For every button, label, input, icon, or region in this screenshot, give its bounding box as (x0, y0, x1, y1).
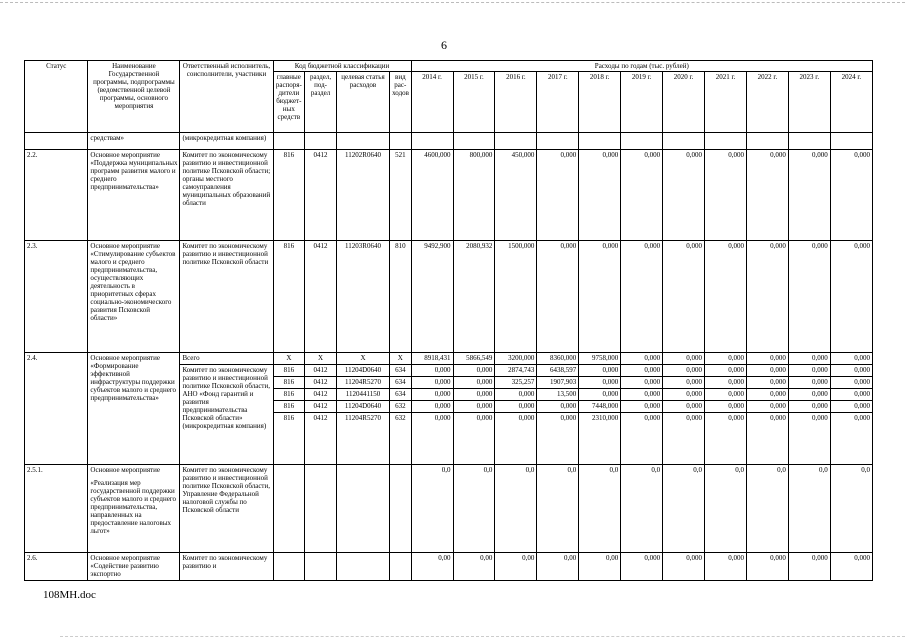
scan-bottom-edge (60, 636, 905, 637)
executor-text: Комитет по экономическому развитию и инвестиционной политике Псковской области, АНО «Фонд гарантий и развития предпринимательства Псковской области» (микрокредитная компания) (182, 366, 270, 430)
cell-value: 450,000 (495, 150, 537, 241)
header-expenses: Расходы по годам (тыс. рублей) (411, 61, 872, 72)
header-grbs: главные распоря-дители бюджет-ных средств (273, 72, 305, 133)
cell-value: 0,0 (621, 465, 663, 553)
cell-executor: Комитет по экономическому развитию и (180, 553, 273, 581)
cell-code: 810 (390, 241, 412, 353)
cell-value: 0,000 (788, 553, 830, 581)
table-row (25, 241, 873, 353)
header-year: 2017 г. (537, 72, 579, 133)
table-row (25, 150, 873, 241)
cell-value: 0,000 (746, 553, 788, 581)
cell-value: 0,000 (788, 241, 830, 353)
header-name: Наименование Государственной программы, подпрограммы (ведомственной целевой программы, основного мероприятия (88, 61, 180, 133)
cell-value: 0,000 (621, 553, 663, 581)
cell-value: 0,0 (705, 465, 747, 553)
cell-value-list: 0,000 0,000 0,000 0,000 0,000 0,000 (705, 353, 747, 465)
cell-value-list: 9758,000 0,000 0,000 0,000 7448,000 2310,000 (579, 353, 621, 465)
cell-code: 0412 (305, 241, 337, 353)
cell-code-list: X 816 816 816 816 816 (273, 353, 305, 465)
cell-value: 0,000 (537, 241, 579, 353)
cell-value-list: 0,000 0,000 0,000 0,000 0,000 0,000 (746, 353, 788, 465)
cell-value: 0,0 (663, 465, 705, 553)
cell-code: 816 (273, 241, 305, 353)
header-status: Статус (25, 61, 88, 133)
header-year: 2016 г. (495, 72, 537, 133)
cell-executor: Комитет по экономическому развитию и инвестиционной политике Псковской области; органы местного самоуправления муниципальных образований области (180, 150, 273, 241)
header-year: 2023 г. (788, 72, 830, 133)
cell-name: Основное мероприятие «Поддержка муниципальных программ развития малого и среднего предпринимательства» (88, 150, 180, 241)
cell-value: 0,000 (663, 150, 705, 241)
cell-value: 1500,000 (495, 241, 537, 353)
page-number: 6 (441, 38, 447, 52)
cell-value: 0,000 (663, 553, 705, 581)
header-budget-code: Код бюджетной классификации (273, 61, 411, 72)
cell-code-list: X 634 634 634 632 632 (390, 353, 412, 465)
cell-value: 0,0 (830, 465, 872, 553)
header-year: 2014 г. (411, 72, 453, 133)
cell-status: 2.5.1. (25, 465, 88, 553)
header-csr: целевая статья расходов (336, 72, 389, 133)
executor-total-label: Всего (180, 353, 272, 365)
cell-executor: (микрокредитная компания) (180, 133, 273, 150)
cell-code: 816 (273, 150, 305, 241)
table-row (25, 465, 873, 553)
header-razdel: раздел, под-раздел (305, 72, 337, 133)
cell-value-list: 0,000 0,000 0,000 0,000 0,000 0,000 (830, 353, 872, 465)
cell-value: 800,000 (453, 150, 495, 241)
cell-value: 0,00 (495, 553, 537, 581)
cell-value: 0,000 (830, 241, 872, 353)
cell-status: 2.4. (25, 353, 88, 465)
cell-value-list: 8918,431 0,000 0,000 0,000 0,000 0,000 (411, 353, 453, 465)
cell-name: средствам» (88, 133, 180, 150)
cell-code-list: X 0412 0412 0412 0412 0412 (305, 353, 337, 465)
header-executor: Ответственный исполнитель, соисполнители, участники (180, 61, 273, 133)
header-year: 2019 г. (621, 72, 663, 133)
header-vr: вид рас-ходов (390, 72, 412, 133)
cell-value: 0,000 (705, 150, 747, 241)
cell-executor: Комитет по экономическому развитию и инвестиционной политике Псковской области, Управление Федеральной налоговой службы по Псковской области (180, 465, 273, 553)
header-year: 2024 г. (830, 72, 872, 133)
cell-value: 0,000 (663, 241, 705, 353)
cell-value-list: 3200,000 2874,743 325,257 0,000 0,000 0,000 (495, 353, 537, 465)
cell-value: 0,000 (830, 150, 872, 241)
header-year: 2020 г. (663, 72, 705, 133)
cell-value: 9492,900 (411, 241, 453, 353)
cell-value: 0,000 (705, 553, 747, 581)
cell-value: 0,0 (411, 465, 453, 553)
cell-code: 11203R0640 (336, 241, 389, 353)
table-row (25, 353, 873, 465)
cell-status (25, 133, 88, 150)
cell-value-list: 0,000 0,000 0,000 0,000 0,000 0,000 (663, 353, 705, 465)
cell-value: 0,0 (788, 465, 830, 553)
cell-value: 0,0 (537, 465, 579, 553)
budget-table (24, 60, 873, 581)
cell-value: 0,0 (495, 465, 537, 553)
cell-status: 2.2. (25, 150, 88, 241)
cell-status: 2.3. (25, 241, 88, 353)
cell-value: 0,000 (621, 150, 663, 241)
cell-status: 2.6. (25, 553, 88, 581)
cell-name: Основное мероприятие «Формирование эффективной инфраструктуры поддержки субъектов малого и среднего предпринимательства» (88, 353, 180, 465)
footer-filename: 108MH.doc (43, 589, 96, 601)
cell-value: 0,0 (579, 465, 621, 553)
cell-value: 0,000 (537, 150, 579, 241)
cell-value: 0,00 (537, 553, 579, 581)
cell-value: 0,000 (788, 150, 830, 241)
cell-value: 0,000 (579, 150, 621, 241)
cell-code: 521 (390, 150, 412, 241)
cell-value: 0,000 (621, 241, 663, 353)
cell-executor: Комитет по экономическому развитию и инвестиционной политике Псковской области (180, 241, 273, 353)
cell-value: 0,0 (453, 465, 495, 553)
scan-top-edge (0, 2, 905, 3)
header-year: 2015 г. (453, 72, 495, 133)
cell-value: 0,00 (411, 553, 453, 581)
cell-executor-group (180, 353, 273, 465)
cell-value: 0,000 (579, 241, 621, 353)
cell-value: 0,0 (746, 465, 788, 553)
cell-code-list: X 11204D0640 11204R5270 1120441150 11204D0640 11204R5270 (336, 353, 389, 465)
table-row (25, 553, 873, 581)
cell-value: 0,00 (453, 553, 495, 581)
cell-value: 2080,932 (453, 241, 495, 353)
cell-name: Основное мероприятие «Реализация мер государственной поддержки субъектов малого и среднего предпринимательства, направленных на предоставление налоговых льгот» (88, 465, 180, 553)
header-year: 2022 г. (746, 72, 788, 133)
cell-value-list: 0,000 0,000 0,000 0,000 0,000 0,000 (621, 353, 663, 465)
cell-code: 11202R0640 (336, 150, 389, 241)
cell-value: 4600,000 (411, 150, 453, 241)
cell-value: 0,000 (746, 150, 788, 241)
cell-value-list: 5866,549 0,000 0,000 0,000 0,000 0,000 (453, 353, 495, 465)
cell-value: 0,000 (705, 241, 747, 353)
cell-value: 0,000 (746, 241, 788, 353)
cell-name: Основное мероприятие «Стимулирование субъектов малого и среднего предпринимательства, осуществляющих деятельность в приоритетных сферах социально-экономического развития Псковской области» (88, 241, 180, 353)
cell-value-list: 8360,000 6438,597 1907,903 13,500 0,000 0,000 (537, 353, 579, 465)
table-row (25, 133, 873, 150)
header-year: 2018 г. (579, 72, 621, 133)
cell-value: 0,000 (830, 553, 872, 581)
cell-value: 0,00 (579, 553, 621, 581)
cell-name: Основное мероприятие «Содействие развитию экспортно (88, 553, 180, 581)
cell-code: 0412 (305, 150, 337, 241)
cell-value-list: 0,000 0,000 0,000 0,000 0,000 0,000 (788, 353, 830, 465)
header-year: 2021 г. (705, 72, 747, 133)
